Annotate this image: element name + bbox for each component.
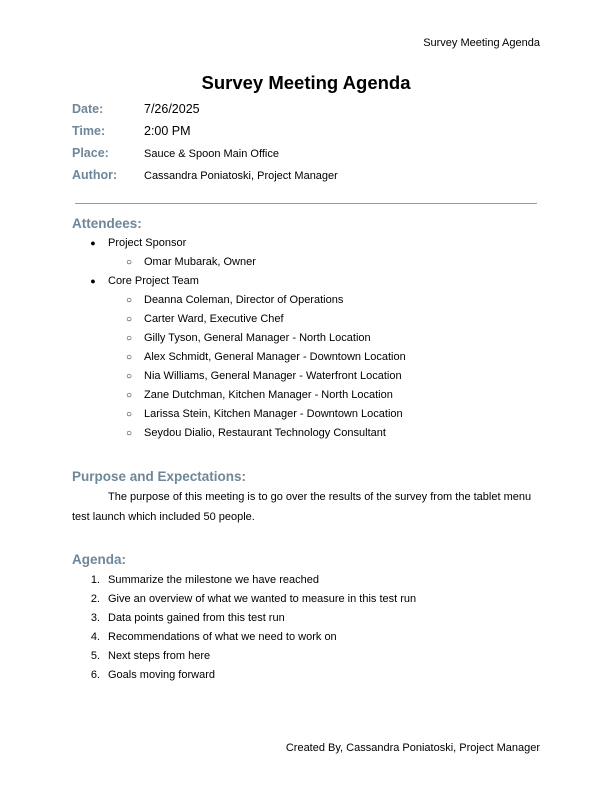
purpose-paragraph: The purpose of this meeting is to go over the results of the survey from the tablet menu test launch which included 50 people. — [72, 491, 532, 523]
hollow-circle-bullet-icon: ○ — [125, 371, 133, 382]
list-item — [0, 253, 612, 272]
list-item — [0, 291, 612, 310]
agenda-heading: Agenda: — [72, 552, 126, 567]
date-label: Date: — [72, 102, 104, 116]
list-item — [0, 386, 612, 405]
attendees-list — [0, 234, 612, 443]
attendee-name: Larissa Stein, Kitchen Manager - Downtown Location — [144, 408, 403, 420]
place-label: Place: — [72, 146, 109, 160]
document-title: Survey Meeting Agenda — [201, 72, 411, 93]
agenda-item-text: Summarize the milestone we have reached — [108, 574, 319, 586]
agenda-item-number: 6. — [90, 669, 100, 681]
hollow-circle-bullet-icon: ○ — [125, 257, 133, 268]
attendee-name: Alex Schmidt, General Manager - Downtown Location — [144, 351, 406, 363]
page-footer: Created By, Cassandra Poniatoski, Project Manager — [285, 742, 540, 754]
list-item — [0, 234, 612, 253]
date-value: 7/26/2025 — [144, 102, 200, 116]
filled-circle-bullet-icon: ● — [90, 276, 96, 286]
hollow-circle-bullet-icon: ○ — [125, 428, 133, 439]
time-value: 2:00 PM — [144, 124, 191, 138]
attendee-name: Seydou Dialio, Restaurant Technology Consultant — [144, 427, 386, 439]
list-item — [0, 628, 612, 647]
attendee-group-label: Project Sponsor — [108, 237, 187, 249]
attendee-name: Deanna Coleman, Director of Operations — [144, 294, 344, 306]
agenda-item-text: Next steps from here — [108, 650, 211, 662]
hollow-circle-bullet-icon: ○ — [125, 352, 133, 363]
place-row — [72, 146, 338, 168]
hollow-circle-bullet-icon: ○ — [125, 390, 133, 401]
hollow-circle-bullet-icon: ○ — [125, 333, 133, 344]
list-item — [0, 647, 612, 666]
list-item — [0, 424, 612, 443]
filled-circle-bullet-icon: ● — [90, 238, 96, 248]
agenda-item-number: 2. — [90, 593, 100, 605]
agenda-item-number: 5. — [90, 650, 100, 662]
agenda-item-text: Data points gained from this test run — [108, 612, 285, 624]
author-value: Cassandra Poniatoski, Project Manager — [144, 170, 338, 182]
hollow-circle-bullet-icon: ○ — [125, 295, 133, 306]
attendee-group-label: Core Project Team — [108, 275, 199, 287]
attendee-name: Carter Ward, Executive Chef — [144, 313, 284, 325]
list-item — [0, 367, 612, 386]
attendees-heading: Attendees: — [72, 216, 142, 231]
attendee-name: Nia Williams, General Manager - Waterfront Location — [144, 370, 402, 382]
place-value: Sauce & Spoon Main Office — [144, 148, 279, 160]
agenda-item-text: Goals moving forward — [108, 669, 215, 681]
list-item — [0, 310, 612, 329]
time-row — [72, 124, 338, 146]
page-header: Survey Meeting Agenda — [423, 37, 540, 49]
attendee-name: Zane Dutchman, Kitchen Manager - North Location — [144, 389, 393, 401]
agenda-item-number: 3. — [90, 612, 100, 624]
attendee-name: Omar Mubarak, Owner — [144, 256, 256, 268]
hollow-circle-bullet-icon: ○ — [125, 409, 133, 420]
list-item — [0, 272, 612, 291]
list-item — [0, 571, 612, 590]
horizontal-divider — [75, 203, 537, 204]
agenda-item-text: Recommendations of what we need to work on — [108, 631, 337, 643]
hollow-circle-bullet-icon: ○ — [125, 314, 133, 325]
list-item — [0, 666, 612, 685]
author-label: Author: — [72, 168, 118, 182]
agenda-item-number: 1. — [90, 574, 100, 586]
time-label: Time: — [72, 124, 106, 138]
agenda-item-number: 4. — [90, 631, 100, 643]
list-item — [0, 590, 612, 609]
purpose-heading: Purpose and Expectations: — [72, 469, 247, 484]
list-item — [0, 609, 612, 628]
attendee-name: Gilly Tyson, General Manager - North Location — [144, 332, 371, 344]
list-item — [0, 405, 612, 424]
list-item — [0, 329, 612, 348]
agenda-list — [0, 571, 612, 685]
date-row — [72, 102, 338, 124]
list-item — [0, 348, 612, 367]
meeting-details — [72, 102, 338, 190]
agenda-item-text: Give an overview of what we wanted to measure in this test run — [108, 593, 417, 605]
author-row — [72, 168, 338, 190]
